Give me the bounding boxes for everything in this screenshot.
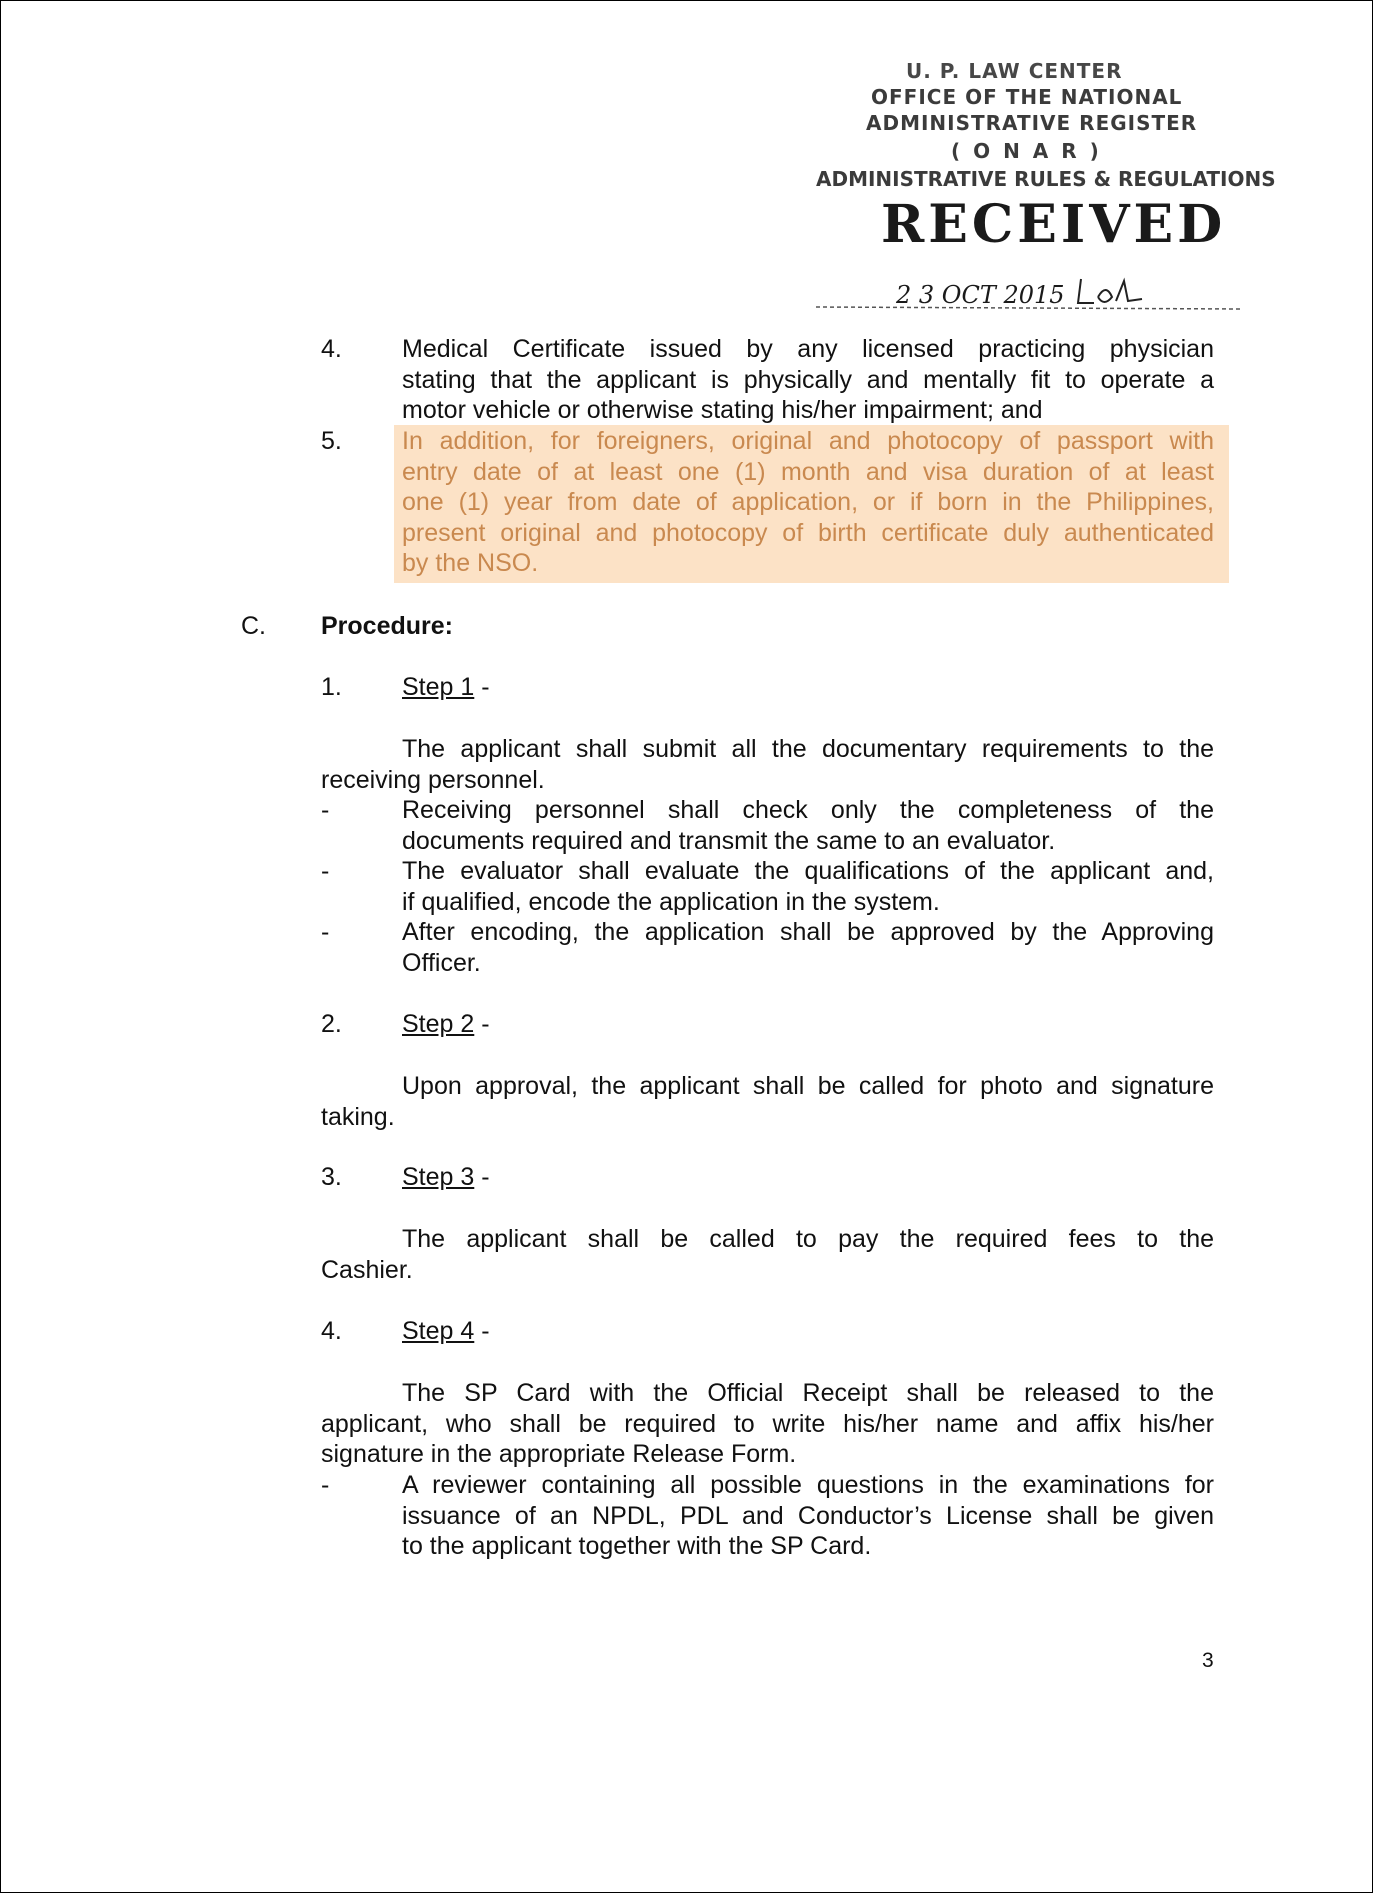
bullet-dash: - xyxy=(321,918,330,946)
stamp-line-4: ( O N A R ) xyxy=(951,139,1102,163)
bullet-line: to the applicant together with the SP Card. xyxy=(402,1532,872,1560)
bullet-line: if qualified, encode the application in the system. xyxy=(402,887,940,916)
step-2-para-line: Upon approval, the applicant shall be called for photo and signature xyxy=(402,1072,1214,1100)
section-letter: C. xyxy=(241,612,266,640)
step-1-para-line: receiving personnel. xyxy=(321,765,545,794)
step-1-suffix: - xyxy=(474,673,490,701)
step-2-heading xyxy=(402,1009,1214,1040)
step-4-para-line: applicant, who shall be required to write his/her name and affix his/her xyxy=(321,1409,1214,1438)
step-1-number: 1. xyxy=(321,673,342,701)
bullet-line: Receiving personnel shall check only the completeness of the xyxy=(402,796,1214,824)
step-3-paragraph xyxy=(321,1224,1214,1285)
step-3-label: Step 3 xyxy=(402,1163,475,1191)
item-5-line: entry date of at least one (1) month and visa duration of at least xyxy=(402,457,1214,486)
step-2-paragraph xyxy=(321,1071,1214,1132)
step-2-suffix: - xyxy=(474,1010,490,1038)
step-1-paragraph xyxy=(321,734,1214,795)
item-5-line: one (1) year from date of application, or if born in the Philippines, xyxy=(402,488,1214,516)
step-1-para-line: The applicant shall submit all the documentary requirements to the xyxy=(402,735,1214,763)
step-1-heading xyxy=(402,672,1214,703)
item-4-line: stating that the applicant is physically and mentally fit to operate a xyxy=(402,365,1214,394)
step-4-label: Step 4 xyxy=(402,1317,475,1345)
stamp-received: RECEIVED xyxy=(881,194,1227,255)
section-title: Procedure: xyxy=(321,612,453,640)
step-1-bullet-1 xyxy=(402,795,1214,856)
step-1-label: Step 1 xyxy=(402,673,475,701)
step-4-bullet-1 xyxy=(402,1470,1214,1562)
item-4-line: Medical Certificate issued by any licensed practicing physician xyxy=(402,335,1214,363)
stamp-line-3: ADMINISTRATIVE REGISTER xyxy=(866,111,1198,135)
stamp-line-5: ADMINISTRATIVE RULES & REGULATIONS xyxy=(816,167,1276,191)
step-2-label: Step 2 xyxy=(402,1010,475,1038)
item-5-line: by the NSO. xyxy=(402,549,539,577)
bullet-line: documents required and transmit the same to an evaluator. xyxy=(402,826,1056,855)
item-4-text xyxy=(402,334,1214,426)
stamp-line-2: OFFICE OF THE NATIONAL xyxy=(871,85,1183,109)
item-5-number: 5. xyxy=(321,427,342,455)
stamp-date: 2 3 OCT 2015 xyxy=(896,281,1065,309)
bullet-line: After encoding, the application shall be approved by the Approving xyxy=(402,918,1214,946)
bullet-line: Officer. xyxy=(402,948,481,977)
step-1-bullet-2 xyxy=(402,856,1214,917)
bullet-dash: - xyxy=(321,796,330,824)
step-2-number: 2. xyxy=(321,1010,342,1038)
item-5-line: present original and photocopy of birth certificate duly authenticated xyxy=(402,518,1214,547)
step-4-para-line: signature in the appropriate Release Form. xyxy=(321,1440,797,1468)
step-3-heading xyxy=(402,1162,1214,1193)
step-2-para-line: taking. xyxy=(321,1102,395,1131)
item-5-text xyxy=(402,426,1214,579)
step-4-suffix: - xyxy=(474,1317,490,1345)
step-3-para-line: The applicant shall be called to pay the required fees to the xyxy=(402,1225,1214,1253)
item-4-number: 4. xyxy=(321,335,342,363)
initials-signature xyxy=(1078,279,1142,303)
bullet-dash: - xyxy=(321,857,330,885)
stamp-date-row xyxy=(816,277,1241,317)
bullet-line: The evaluator shall evaluate the qualifications of the applicant and, xyxy=(402,857,1214,885)
step-3-suffix: - xyxy=(474,1163,490,1191)
step-4-number: 4. xyxy=(321,1317,342,1345)
page-number: 3 xyxy=(1202,1649,1214,1672)
step-4-paragraph xyxy=(321,1378,1214,1470)
bullet-dash: - xyxy=(321,1471,330,1499)
step-3-para-line: Cashier. xyxy=(321,1255,413,1284)
stamp-line-1: U. P. LAW CENTER xyxy=(906,59,1123,83)
item-5-line: In addition, for foreigners, original and photocopy of passport with xyxy=(402,427,1214,455)
step-3-number: 3. xyxy=(321,1163,342,1191)
step-4-heading xyxy=(402,1316,1214,1347)
item-4-line: motor vehicle or otherwise stating his/her impairment; and xyxy=(402,396,1043,424)
step-1-bullet-3 xyxy=(402,917,1214,978)
step-4-para-line: The SP Card with the Official Receipt shall be released to the xyxy=(402,1379,1214,1407)
bullet-line: issuance of an NPDL, PDL and Conductor’s License shall be given xyxy=(402,1501,1214,1530)
received-stamp xyxy=(816,59,1276,319)
bullet-line: A reviewer containing all possible questions in the examinations for xyxy=(402,1471,1214,1499)
